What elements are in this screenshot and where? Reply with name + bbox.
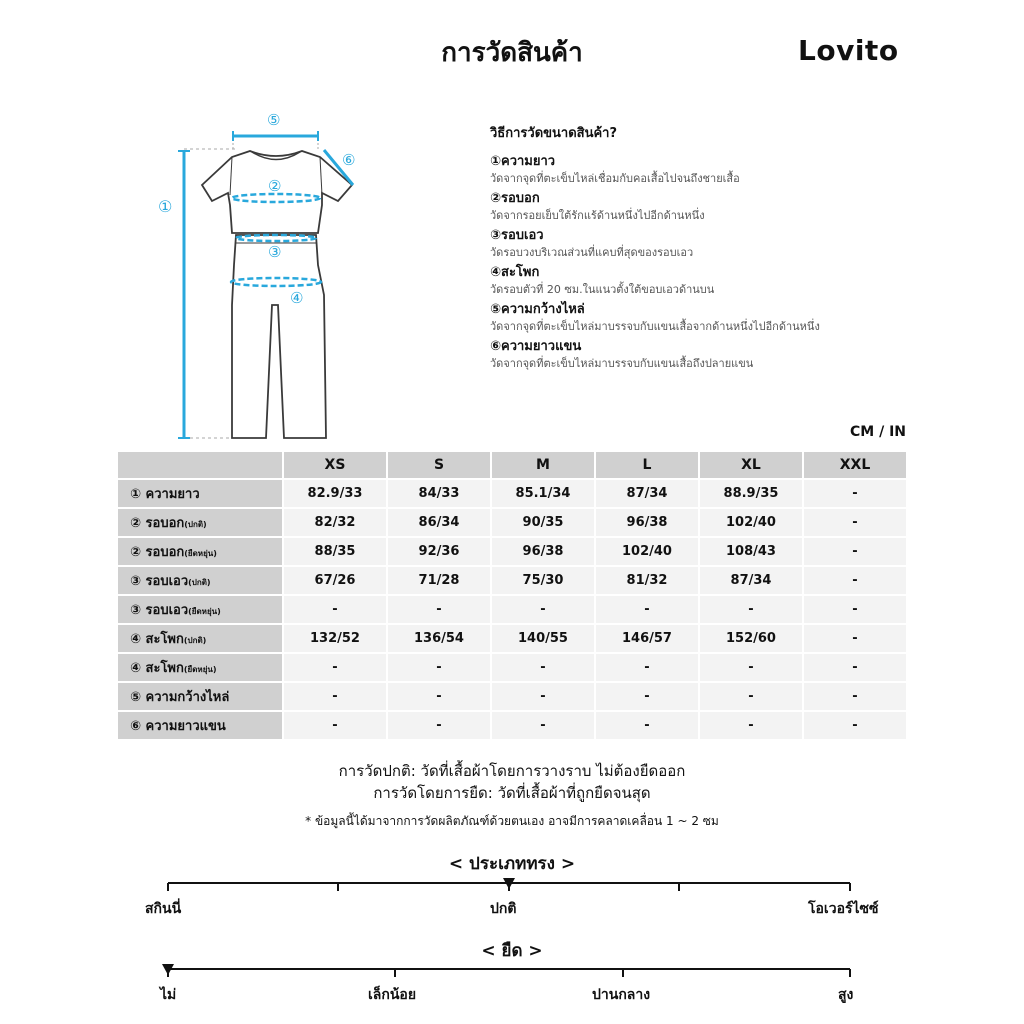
- row-label: [118, 625, 282, 652]
- table-cell: -: [804, 567, 906, 594]
- table-cell: 136/54: [388, 625, 490, 652]
- table-cell: -: [804, 509, 906, 536]
- row-label: [118, 596, 282, 623]
- row-label-text: ② รอบอก: [130, 516, 185, 531]
- table-cell: 84/33: [388, 480, 490, 507]
- table-cell: -: [804, 596, 906, 623]
- row-label-text: ① ความยาว: [130, 487, 200, 502]
- guide-item-desc: วัดจากจุดที่ตะเข็บไหล่เชื่อมกับคอเสื้อไปจนถึงชายเสื้อ: [490, 172, 740, 185]
- table-row: [118, 683, 906, 710]
- note-stretched: การวัดโดยการยืด: วัดที่เสื้อผ้าที่ถูกยืดจนสุด: [373, 784, 651, 802]
- stretch-scale-title: < ยืด >: [481, 941, 543, 961]
- pants-outline: [232, 235, 326, 438]
- row-label: [118, 509, 282, 536]
- table-row: [118, 567, 906, 594]
- disclaimer-note: * ข้อมูลนี้ได้มาจากการวัดผลิตภัณฑ์ด้วยตนเอง อาจมีการคลาดเคลื่อน 1 ~ 2 ซม: [305, 814, 719, 828]
- fit-label-regular: ปกติ: [490, 901, 517, 917]
- table-cell: 88.9/35: [700, 480, 802, 507]
- table-cell: -: [700, 712, 802, 739]
- row-label-sub: (ปกติ): [188, 578, 211, 587]
- guide-item-name: ①ความยาว: [490, 154, 556, 169]
- table-cell: 132/52: [284, 625, 386, 652]
- guide-item-bust: [490, 190, 950, 224]
- fit-scale-title: < ประเภททรง >: [448, 854, 576, 874]
- guide-item-shoulder: [490, 301, 950, 335]
- table-cell: -: [388, 683, 490, 710]
- row-label-sub: (ยืดหยุ่น): [188, 607, 221, 616]
- measurement-guide: [490, 122, 950, 375]
- guide-item-desc: วัดรอบตัวที่ 20 ซม.ในแนวตั้งใต้ขอบเอวด้านบน: [490, 283, 715, 296]
- fit-label-oversize: โอเวอร์ไซซ์: [808, 901, 879, 917]
- table-cell: -: [804, 683, 906, 710]
- table-row: [118, 625, 906, 652]
- row-label: [118, 480, 282, 507]
- brand-logo: Lovito: [798, 34, 899, 67]
- row-label-sub: (ยืดหยุ่น): [183, 665, 217, 674]
- table-cell: -: [596, 683, 698, 710]
- guide-item-sleeve: [490, 338, 950, 372]
- table-cell: 146/57: [596, 625, 698, 652]
- table-row: [118, 654, 906, 681]
- stretch-label-slight: เล็กน้อย: [368, 987, 417, 1003]
- fit-scale: [160, 876, 860, 896]
- table-cell: -: [284, 596, 386, 623]
- row-label-text: ⑥ ความยาวแขน: [130, 719, 226, 734]
- table-cell: -: [284, 654, 386, 681]
- column-header: L: [596, 452, 698, 478]
- table-cell: -: [804, 538, 906, 565]
- marker-bust: ②: [268, 177, 282, 195]
- table-cell: -: [284, 712, 386, 739]
- table-cell: 140/55: [492, 625, 594, 652]
- table-cell: 92/36: [388, 538, 490, 565]
- row-label-sub: (ปกติ): [183, 636, 207, 645]
- page-title: การวัดสินค้า: [441, 38, 583, 68]
- table-cell: -: [284, 683, 386, 710]
- measurement-guide-title: วิธีการวัดขนาดสินค้า?: [490, 126, 618, 141]
- note-normal: การวัดปกติ: วัดที่เสื้อผ้าโดยการวางราบ ไม่ต้องยืดออก: [338, 762, 686, 780]
- table-cell: 71/28: [388, 567, 490, 594]
- guide-item-hip: [490, 264, 950, 298]
- table-cell: 82.9/33: [284, 480, 386, 507]
- table-cell: -: [388, 654, 490, 681]
- row-label: [118, 567, 282, 594]
- unit-label: CM / IN: [850, 424, 906, 440]
- table-cell: -: [596, 654, 698, 681]
- table-cell: 67/26: [284, 567, 386, 594]
- table-cell: -: [804, 625, 906, 652]
- column-header: M: [492, 452, 594, 478]
- row-label: [118, 683, 282, 710]
- table-cell: 88/35: [284, 538, 386, 565]
- marker-sleeve: ⑥: [342, 151, 356, 169]
- column-header: XS: [284, 452, 386, 478]
- table-cell: 102/40: [596, 538, 698, 565]
- table-cell: 81/32: [596, 567, 698, 594]
- column-header: XXL: [804, 452, 906, 478]
- column-header: S: [388, 452, 490, 478]
- table-cell: 82/32: [284, 509, 386, 536]
- guide-item-name: ③รอบเอว: [490, 228, 544, 243]
- table-cell: -: [492, 712, 594, 739]
- table-cell: 96/38: [492, 538, 594, 565]
- table-cell: -: [492, 654, 594, 681]
- guide-item-name: ②รอบอก: [490, 191, 540, 206]
- fit-label-skinny: สกินนี่: [145, 901, 182, 917]
- stretch-scale: [160, 962, 860, 982]
- table-cell: -: [492, 683, 594, 710]
- table-cell: 90/35: [492, 509, 594, 536]
- table-cell: 102/40: [700, 509, 802, 536]
- marker-waist: ③: [268, 243, 282, 261]
- stretch-label-none: ไม่: [160, 987, 177, 1003]
- row-label-sub: (ยืดหยุ่น): [184, 549, 217, 558]
- guide-item-name: ⑤ความกว้างไหล่: [490, 302, 585, 317]
- guide-item-desc: วัดจากจุดที่ตะเข็บไหล่มาบรรจบกับแขนเสื้อจากด้านหนึ่งไปอีกด้านหนึ่ง: [490, 320, 820, 333]
- table-cell: -: [804, 654, 906, 681]
- table-row: [118, 538, 906, 565]
- row-label-text: ⑤ ความกว้างไหล่: [130, 690, 230, 705]
- row-label-text: ③ รอบเอว: [130, 603, 189, 618]
- table-cell: -: [596, 712, 698, 739]
- table-cell: 87/34: [700, 567, 802, 594]
- table-header-row: [118, 452, 906, 478]
- table-cell: 96/38: [596, 509, 698, 536]
- row-label-sub: (ปกติ): [184, 520, 207, 529]
- row-label-text: ② รอบอก: [130, 545, 185, 560]
- row-label-text: ④ สะโพก: [130, 661, 184, 676]
- row-label: [118, 654, 282, 681]
- table-row: [118, 712, 906, 739]
- row-label: [118, 712, 282, 739]
- guide-item-length: [490, 153, 950, 187]
- column-header: XL: [700, 452, 802, 478]
- guide-item-desc: วัดจากรอยเย็บใต้รักแร้ด้านหนึ่งไปอีกด้านหนึ่ง: [490, 209, 705, 222]
- row-label: [118, 538, 282, 565]
- table-cell: -: [700, 683, 802, 710]
- table-cell: 152/60: [700, 625, 802, 652]
- table-row: [118, 596, 906, 623]
- table-cell: -: [492, 596, 594, 623]
- measurement-notes: [0, 760, 1024, 804]
- guide-item-name: ④สะโพก: [490, 265, 540, 280]
- row-label-text: ③ รอบเอว: [130, 574, 189, 589]
- table-cell: -: [700, 596, 802, 623]
- guide-item-waist: [490, 227, 950, 261]
- table-cell: 108/43: [700, 538, 802, 565]
- row-label-text: ④ สะโพก: [130, 632, 184, 647]
- size-table: [116, 450, 908, 741]
- guide-item-desc: วัดจากจุดที่ตะเข็บไหล่มาบรรจบกับแขนเสื้อถึงปลายแขน: [490, 357, 754, 370]
- table-corner-cell: [118, 452, 282, 478]
- table-cell: -: [804, 712, 906, 739]
- stretch-label-medium: ปานกลาง: [592, 987, 651, 1003]
- table-cell: 75/30: [492, 567, 594, 594]
- table-cell: -: [596, 596, 698, 623]
- table-row: [118, 480, 906, 507]
- garment-diagram: [140, 105, 370, 445]
- table-cell: 87/34: [596, 480, 698, 507]
- table-cell: -: [804, 480, 906, 507]
- guide-item-name: ⑥ความยาวแขน: [490, 339, 582, 354]
- marker-length: ①: [158, 197, 173, 216]
- stretch-label-high: สูง: [838, 987, 854, 1003]
- table-cell: 86/34: [388, 509, 490, 536]
- guide-item-desc: วัดรอบวงบริเวณส่วนที่แคบที่สุดของรอบเอว: [490, 246, 694, 259]
- marker-shoulder: ⑤: [267, 111, 281, 129]
- table-cell: 85.1/34: [492, 480, 594, 507]
- table-cell: -: [388, 596, 490, 623]
- table-row: [118, 509, 906, 536]
- marker-hip: ④: [290, 289, 304, 307]
- table-cell: -: [388, 712, 490, 739]
- table-cell: -: [700, 654, 802, 681]
